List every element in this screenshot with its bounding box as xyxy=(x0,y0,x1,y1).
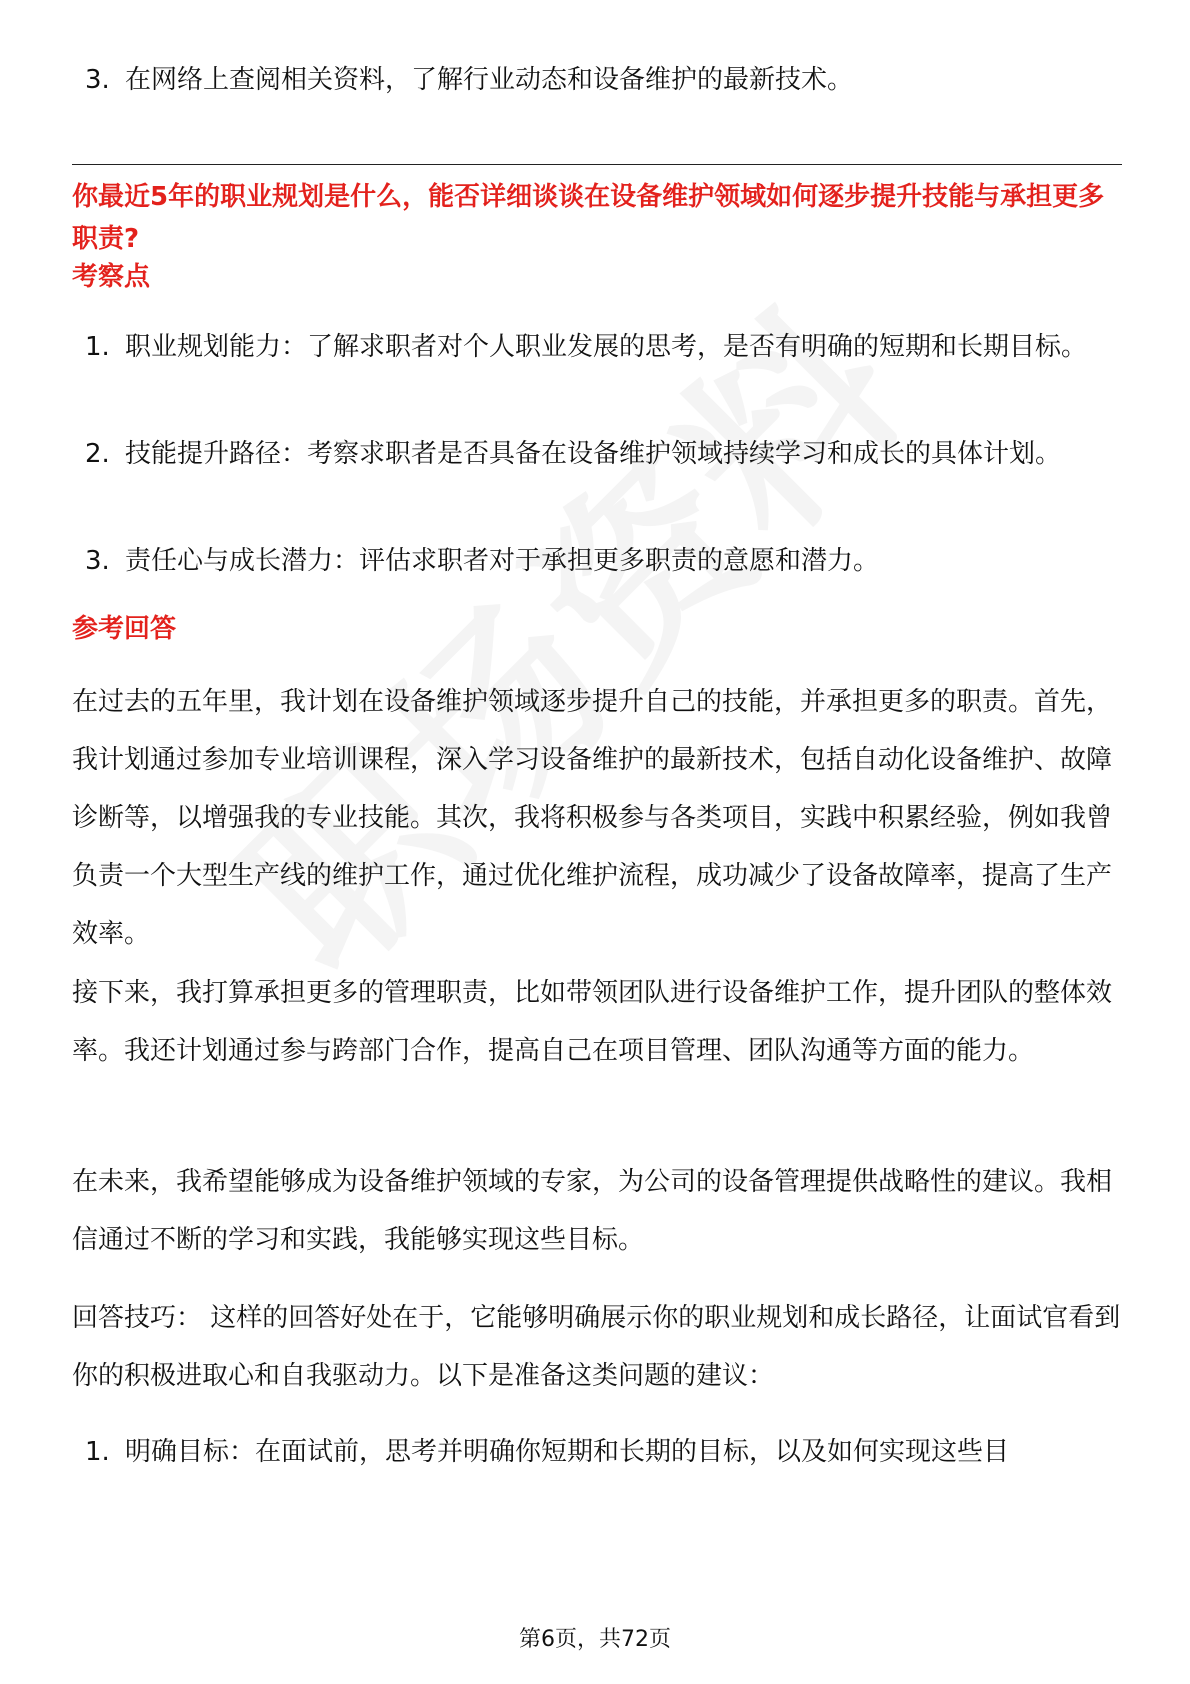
list-text: 职业规划能力：了解求职者对个人职业发展的思考，是否有明确的短期和长期目标。 xyxy=(125,332,1088,362)
focus-heading: 考察点 xyxy=(72,262,151,292)
answer-paragraph: 在未来，我希望能够成为设备维护领域的专家，为公司的设备管理提供战略性的建议。我相信通过不断的学习和实践，我能够实现这些目标。 xyxy=(72,1167,1113,1255)
question-heading: 你最近5年的职业规划是什么，能否详细谈谈在设备维护领域如何逐步提升技能与承担更多职责? xyxy=(72,182,1105,254)
list-number: 1. xyxy=(85,332,110,362)
list-number: 1. xyxy=(85,1437,110,1467)
answer-heading: 参考回答 xyxy=(72,614,177,644)
list-item xyxy=(85,532,1115,590)
list-text: 明确目标：在面试前，思考并明确你短期和长期的目标，以及如何实现这些目 xyxy=(125,1437,1010,1467)
answer-paragraph: 在过去的五年里，我计划在设备维护领域逐步提升自己的技能，并承担更多的职责。首先，我计划通过参加专业培训课程，深入学习设备维护的最新技术，包括自动化设备维护、故障诊断等，以增强我的专业技能。其次，我将积极参与各类项目，实践中积累经验，例如我曾负责一个大型生产线的维护工作，通过优化维护流程，成功减少了设备故障率，提高了生产效率。 xyxy=(72,687,1113,949)
page-number: 第6页，共72页 xyxy=(519,1627,671,1652)
list-number: 2. xyxy=(85,439,110,469)
divider xyxy=(72,164,1122,165)
answer-tips-paragraph: 回答技巧： 这样的回答好处在于，它能够明确展示你的职业规划和成长路径，让面试官看到你的积极进取心和自我驱动力。以下是准备这类问题的建议： xyxy=(72,1303,1121,1391)
list-number: 3. xyxy=(85,546,110,576)
list-item xyxy=(85,1423,1115,1481)
list-item xyxy=(85,425,1115,483)
list-text: 责任心与成长潜力：评估求职者对于承担更多职责的意愿和潜力。 xyxy=(125,546,880,576)
list-text: 在网络上查阅相关资料，了解行业动态和设备维护的最新技术。 xyxy=(125,65,854,95)
list-text: 技能提升路径：考察求职者是否具备在设备维护领域持续学习和成长的具体计划。 xyxy=(125,439,1062,469)
list-item xyxy=(85,318,1115,376)
list-number: 3. xyxy=(85,65,110,95)
answer-paragraph: 接下来，我打算承担更多的管理职责，比如带领团队进行设备维护工作，提升团队的整体效率。我还计划通过参与跨部门合作，提高自己在项目管理、团队沟通等方面的能力。 xyxy=(72,978,1113,1066)
list-item xyxy=(85,51,1115,109)
